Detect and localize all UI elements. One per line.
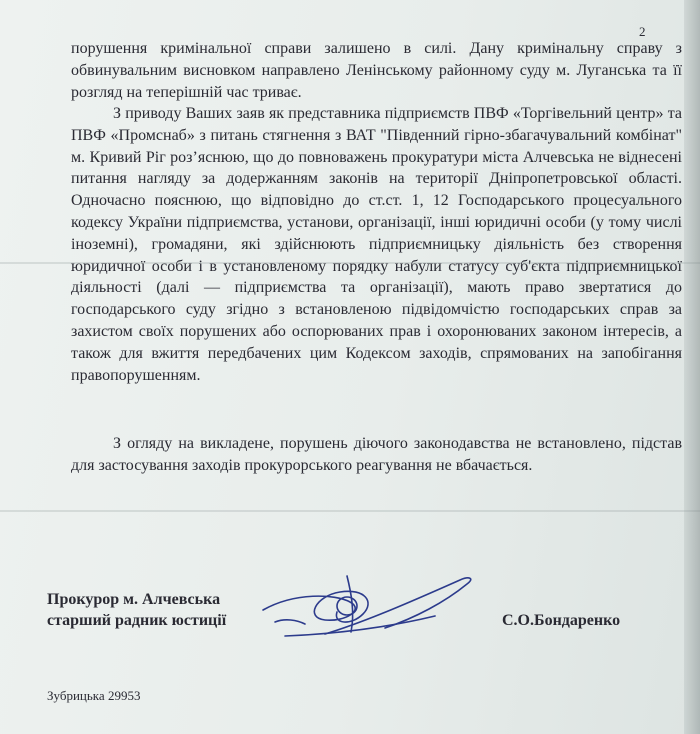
paragraph-3: З огляду на викладене, порушень діючого законодавства не встановлено, підстав для застосування заходів прокурорського реагування не вбачається. bbox=[71, 435, 682, 474]
signatory-position: Прокурор м. Алчевська bbox=[47, 591, 221, 608]
paragraph-1: порушення кримінальної справи залишено в силі. Дану кримінальну справу з обвинувальним висновком направлено Ленінському районному суду м. Луганська та її розгляд на теперішній час триває. bbox=[71, 40, 682, 101]
paragraph-2: З приводу Ваших заяв як представника підприємств ПВФ «Торгівельний центр» та ПВФ «Промснаб» з питань стягнення з ВАТ "Південний гірно-збагачувальний комбінат" м. Кривий Ріг роз’яснюю, що до повноважень прокуратури міста Алчевська не віднесені питання нагляду за додержанням законів на території Дніпропетровської області. Одночасно пояснюю, що відповідно до ст.ст. 1, 12 Господарського процесуального кодексу України підприємства, установи, організації, інші юридичні особи (у тому числі іноземні), громадяни, які здійснюють підприємницьку діяльність без створення юридичної особи і в установленому порядку набули статусу суб'єкта підприємницької діяльності (далі — підприємства та організації), мають право звертатися до господарського суду згідно з встановленою підвідомчістю господарських справ за захистом своїх порушених або оспорюваних прав і охоронюваних законом інтересів, а також для вжиття передбачених цим Кодексом заходів, спрямованих на запобігання правопорушенням. bbox=[71, 105, 682, 384]
signatory-name: С.О.Бондаренко bbox=[502, 612, 621, 629]
handwritten-signature bbox=[255, 562, 485, 652]
paper-edge-shadow bbox=[684, 0, 700, 734]
executor-note: Зубрицька 29953 bbox=[47, 688, 141, 703]
paper-fold-line bbox=[0, 510, 700, 512]
page-number: 2 bbox=[639, 24, 646, 39]
signatory-rank: старший радник юстиції bbox=[47, 612, 227, 629]
